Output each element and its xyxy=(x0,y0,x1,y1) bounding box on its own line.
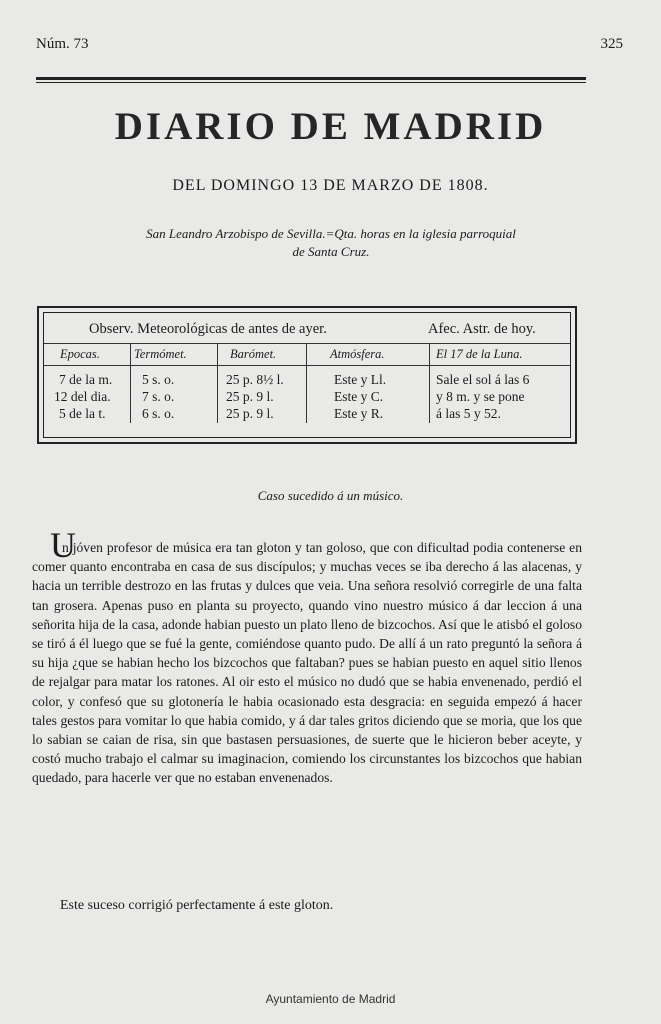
weather-vline xyxy=(130,343,131,423)
weather-vline xyxy=(306,343,307,423)
article-closing-line: Este suceso corrigió perfectamente á este gloton. xyxy=(60,898,334,913)
cell-epoca: 12 del dia. xyxy=(54,389,111,404)
header-rule-thick xyxy=(36,77,586,80)
cell-termometro: 5 s. o. xyxy=(142,372,175,387)
saints-of-the-day xyxy=(40,225,622,261)
weather-table-inner-frame xyxy=(43,312,571,438)
weather-hline-top xyxy=(44,343,570,344)
weather-hline-header xyxy=(44,365,570,366)
weather-vline xyxy=(429,343,430,423)
cell-epoca: 5 de la t. xyxy=(59,406,106,421)
cell-barometro: 25 p. 9 l. xyxy=(226,406,274,421)
col-header-luna: El 17 de la Luna. xyxy=(436,347,523,361)
cell-atmosfera: Este y Ll. xyxy=(334,372,387,387)
col-header-barometro: Barómet. xyxy=(230,347,277,361)
article-body: n jóven profesor de música era tan gloton y tan goloso, que con dificultad podia contenerse en comer quanto encontraba en casa de sus discípulos; y muchas veces se iba derecho á las alacenas, y hacia un terrible destrozo en las frutas y dulces que veia. Una señora resolvió corregirle de una falta tan grosera. Apenas puso en planta su proyecto, quando vino nuestro músico á dar leccion á una señorita hija de la casa, adonde habian puesto un plato lleno de bizcochos. Así que le atisbó el goloso se tiró á él luego que se fué la gente, comiéndose quanto pudo. De allí á un rato preguntó la señora á su hija ¿que se habian hecho los bizcochos que faltaban? pues se habian puesto en aquel sitio llenos de rejalgar para matar los ratones. Al oir esto el músico no dudó que se habia envenenado, perdió el color, y confesó que su glotonería le habia ocasionado esta desgracia: en seguida empezó á hacer tales gestos para vomitar lo que habia comido, y á dar tales gritos diciendo que se moria, que los que lo sabian se caian de risa, sin que bastasen persuasiones, de suerte que le hicieron beber aceyte, y costó mucho trabajo el calmar su imaginacion, comiendo los circunstantes los bizcochos que habian quedado, para hacerle ver que no estaban envenenados. xyxy=(32,540,582,786)
weather-heading-observations: Observ. Meteorológicas de antes de ayer. xyxy=(89,321,327,337)
col-header-termometro: Termómet. xyxy=(134,347,187,361)
cell-luna: á las 5 y 52. xyxy=(436,406,501,421)
cell-atmosfera: Este y R. xyxy=(334,406,384,421)
article-title: Caso sucedido á un músico. xyxy=(257,488,404,503)
archive-footer: Ayuntamiento de Madrid xyxy=(265,992,396,1006)
cell-luna: Sale el sol á las 6 xyxy=(436,372,530,387)
cell-termometro: 6 s. o. xyxy=(142,406,175,421)
cell-barometro: 25 p. 9 l. xyxy=(226,389,274,404)
issue-number: Núm. 73 xyxy=(36,36,89,52)
weather-heading-astro: Afec. Astr. de hoy. xyxy=(428,321,536,337)
header-rule-thin xyxy=(36,82,586,83)
weather-vline xyxy=(217,343,218,423)
weather-table xyxy=(37,306,577,444)
col-header-atmosfera: Atmósfera. xyxy=(330,347,385,361)
page-number: 325 xyxy=(600,36,623,52)
drop-cap: U xyxy=(50,525,76,565)
cell-atmosfera: Este y C. xyxy=(334,389,384,404)
dateline: DEL DOMINGO 13 DE MARZO DE 1808. xyxy=(172,177,489,194)
cell-luna: y 8 m. y se pone xyxy=(436,389,525,404)
newspaper-title: DIARIO DE MADRID xyxy=(114,105,547,148)
saints-line-1: San Leandro Arzobispo de Sevilla.=Qta. horas en la iglesia parroquial xyxy=(146,226,516,241)
cell-termometro: 7 s. o. xyxy=(142,389,175,404)
cell-barometro: 25 p. 8½ l. xyxy=(226,372,284,387)
cell-epoca: 7 de la m. xyxy=(59,372,113,387)
col-header-epocas: Epocas. xyxy=(60,347,100,361)
saints-line-2: de Santa Cruz. xyxy=(292,244,370,259)
